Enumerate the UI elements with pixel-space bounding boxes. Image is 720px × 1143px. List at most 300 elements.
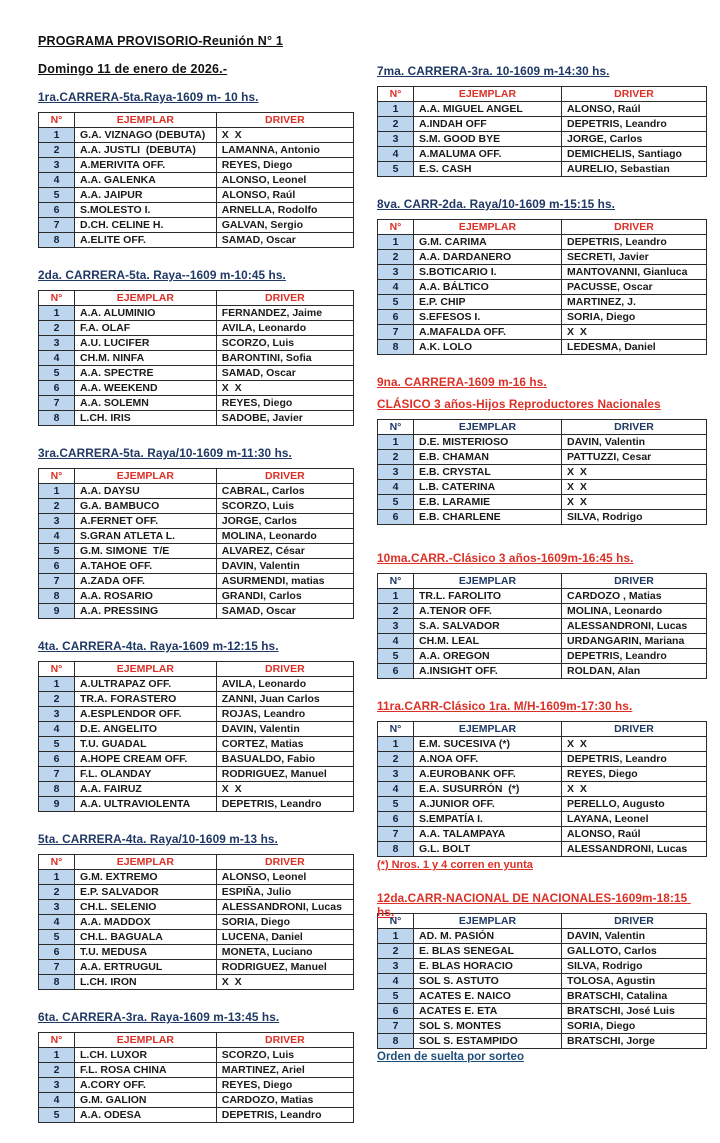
ejemplar-cell: A.A. BÁLTICO <box>414 280 562 295</box>
race-section-5 <box>38 832 354 990</box>
table-row <box>378 664 707 679</box>
driver-cell: SAMAD, Oscar <box>216 233 353 248</box>
table-row <box>378 250 707 265</box>
ejemplar-cell: G.M. SIMONE T/E <box>75 544 217 559</box>
ejemplar-cell: A.ZADA OFF. <box>75 574 217 589</box>
table-row <box>378 752 707 767</box>
ejemplar-cell: A.EUROBANK OFF. <box>414 767 562 782</box>
driver-cell: AURELIO, Sebastian <box>562 162 707 177</box>
table-row <box>378 767 707 782</box>
col-header-number: N° <box>378 722 414 737</box>
driver-cell: X X <box>562 325 707 340</box>
col-header-ejemplar: EJEMPLAR <box>75 469 217 484</box>
driver-cell: ALONSO, Leonel <box>216 173 353 188</box>
table-row <box>378 340 707 355</box>
table-row <box>39 1063 354 1078</box>
row-number-cell: 1 <box>378 435 414 450</box>
table-row <box>378 737 707 752</box>
row-number-cell: 4 <box>378 480 414 495</box>
row-number-cell: 4 <box>39 915 75 930</box>
driver-cell: GALVAN, Sergio <box>216 218 353 233</box>
table-row <box>378 797 707 812</box>
ejemplar-cell: S.GRAN ATLETA L. <box>75 529 217 544</box>
row-number-cell: 1 <box>378 737 414 752</box>
row-number-cell: 4 <box>39 529 75 544</box>
col-header-number: N° <box>39 113 75 128</box>
col-header-driver: DRIVER <box>216 291 353 306</box>
document-title: PROGRAMA PROVISORIO-Reunión N° 1 <box>38 34 283 48</box>
table-row <box>378 842 707 857</box>
driver-cell: SILVA, Rodrigo <box>562 510 707 525</box>
ejemplar-cell: E. BLAS SENEGAL <box>414 944 562 959</box>
row-number-cell: 2 <box>39 885 75 900</box>
row-number-cell: 1 <box>39 306 75 321</box>
driver-cell: MOLINA, Leonardo <box>216 529 353 544</box>
race-section-7 <box>377 64 707 177</box>
table-row <box>378 959 707 974</box>
ejemplar-cell: S.A. SALVADOR <box>414 619 562 634</box>
table-row <box>378 162 707 177</box>
table-row <box>378 589 707 604</box>
col-header-ejemplar: EJEMPLAR <box>414 574 562 589</box>
race-4-title: 4ta. CARRERA-4ta. Raya-1609 m-12:15 hs. <box>38 639 279 653</box>
ejemplar-cell: F.A. OLAF <box>75 321 217 336</box>
row-number-cell: 7 <box>39 574 75 589</box>
table-row <box>378 1034 707 1049</box>
table-row <box>39 559 354 574</box>
ejemplar-cell: A.ULTRAPAZ OFF. <box>75 677 217 692</box>
row-number-cell: 6 <box>378 812 414 827</box>
ejemplar-cell: S.BOTICARIO I. <box>414 265 562 280</box>
row-number-cell: 2 <box>378 752 414 767</box>
ejemplar-cell: E.B. CRYSTAL <box>414 465 562 480</box>
driver-cell: SORIA, Diego <box>562 1019 707 1034</box>
table-row <box>378 435 707 450</box>
col-header-number: N° <box>39 662 75 677</box>
table-row <box>39 544 354 559</box>
row-number-cell: 8 <box>378 1034 414 1049</box>
race-9-table <box>377 419 707 525</box>
table-row <box>378 450 707 465</box>
ejemplar-cell: A.NOA OFF. <box>414 752 562 767</box>
table-row <box>39 336 354 351</box>
row-number-cell: 6 <box>39 203 75 218</box>
driver-cell: ALVAREZ, César <box>216 544 353 559</box>
table-row <box>39 321 354 336</box>
table-row <box>378 102 707 117</box>
row-number-cell: 1 <box>39 870 75 885</box>
driver-cell: ALONSO, Raúl <box>562 827 707 842</box>
ejemplar-cell: ACATES E. ETA <box>414 1004 562 1019</box>
header-row <box>378 220 707 235</box>
table-row <box>378 929 707 944</box>
row-number-cell: 8 <box>39 975 75 990</box>
race-section-12 <box>377 891 707 1063</box>
row-number-cell: 6 <box>39 381 75 396</box>
col-header-driver: DRIVER <box>216 113 353 128</box>
row-number-cell: 3 <box>378 619 414 634</box>
ejemplar-cell: A.INDAH OFF <box>414 117 562 132</box>
driver-cell: X X <box>562 737 707 752</box>
ejemplar-cell: G.M. CARIMA <box>414 235 562 250</box>
race-section-10 <box>377 551 707 679</box>
driver-cell: X X <box>216 975 353 990</box>
table-row <box>378 132 707 147</box>
row-number-cell: 5 <box>378 649 414 664</box>
ejemplar-cell: A.A. JAIPUR <box>75 188 217 203</box>
ejemplar-cell: SOL S. MONTES <box>414 1019 562 1034</box>
row-number-cell: 4 <box>378 280 414 295</box>
ejemplar-cell: S.M. GOOD BYE <box>414 132 562 147</box>
table-row <box>39 782 354 797</box>
ejemplar-cell: F.L. ROSA CHINA <box>75 1063 217 1078</box>
table-row <box>39 188 354 203</box>
ejemplar-cell: A.A. WEEKEND <box>75 381 217 396</box>
driver-cell: DEPETRIS, Leandro <box>562 649 707 664</box>
driver-cell: MOLINA, Leonardo <box>562 604 707 619</box>
ejemplar-cell: AD. M. PASIÓN <box>414 929 562 944</box>
ejemplar-cell: A.A. GALENKA <box>75 173 217 188</box>
ejemplar-cell: E.P. SALVADOR <box>75 885 217 900</box>
table-row <box>39 173 354 188</box>
driver-cell: LUCENA, Daniel <box>216 930 353 945</box>
row-number-cell: 2 <box>378 604 414 619</box>
row-number-cell: 3 <box>378 265 414 280</box>
row-number-cell: 5 <box>378 162 414 177</box>
row-number-cell: 5 <box>39 544 75 559</box>
race-section-3 <box>38 446 354 619</box>
driver-cell: AVILA, Leonardo <box>216 321 353 336</box>
ejemplar-cell: S.EMPATÍA I. <box>414 812 562 827</box>
table-row <box>378 619 707 634</box>
table-row <box>39 366 354 381</box>
driver-cell: DAVIN, Valentin <box>562 929 707 944</box>
row-number-cell: 5 <box>39 930 75 945</box>
driver-cell: CABRAL, Carlos <box>216 484 353 499</box>
race-9-subtitle: CLÁSICO 3 años-Hijos Reproductores Nacionales <box>377 397 661 411</box>
row-number-cell: 6 <box>39 752 75 767</box>
ejemplar-cell: A.A. JUSTLI (DEBUTA) <box>75 143 217 158</box>
row-number-cell: 2 <box>39 692 75 707</box>
header-row <box>378 87 707 102</box>
race-1-title: 1ra.CARRERA-5ta.Raya-1609 m- 10 hs. <box>38 90 259 104</box>
ejemplar-cell: E.M. SUCESIVA (*) <box>414 737 562 752</box>
ejemplar-cell: L.CH. IRIS <box>75 411 217 426</box>
table-row <box>39 128 354 143</box>
row-number-cell: 5 <box>39 737 75 752</box>
row-number-cell: 3 <box>378 767 414 782</box>
ejemplar-cell: TR.A. FORASTERO <box>75 692 217 707</box>
ejemplar-cell: A.INSIGHT OFF. <box>414 664 562 679</box>
driver-cell: BRATSCHI, Catalina <box>562 989 707 1004</box>
row-number-cell: 5 <box>378 989 414 1004</box>
table-row <box>378 649 707 664</box>
race-8-title: 8va. CARR-2da. Raya/10-1609 m-15:15 hs. <box>377 197 615 211</box>
col-header-driver: DRIVER <box>562 220 707 235</box>
ejemplar-cell: T.U. MEDUSA <box>75 945 217 960</box>
row-number-cell: 3 <box>39 514 75 529</box>
ejemplar-cell: G.L. BOLT <box>414 842 562 857</box>
row-number-cell: 7 <box>378 1019 414 1034</box>
driver-cell: X X <box>562 495 707 510</box>
row-number-cell: 1 <box>378 589 414 604</box>
driver-cell: LAYANA, Leonel <box>562 812 707 827</box>
header-row <box>378 914 707 929</box>
row-number-cell: 8 <box>378 340 414 355</box>
table-row <box>39 411 354 426</box>
driver-cell: SCORZO, Luis <box>216 336 353 351</box>
ejemplar-cell: A.A. SOLEMN <box>75 396 217 411</box>
ejemplar-cell: CH.M. LEAL <box>414 634 562 649</box>
ejemplar-cell: A.A. PRESSING <box>75 604 217 619</box>
row-number-cell: 8 <box>378 842 414 857</box>
table-row <box>378 989 707 1004</box>
table-row <box>378 295 707 310</box>
ejemplar-cell: E. BLAS HORACIO <box>414 959 562 974</box>
ejemplar-cell: G.A. VIZNAGO (DEBUTA) <box>75 128 217 143</box>
driver-cell: MANTOVANNI, Gianluca <box>562 265 707 280</box>
table-row <box>39 396 354 411</box>
col-header-number: N° <box>39 469 75 484</box>
driver-cell: SECRETI, Javier <box>562 250 707 265</box>
table-row <box>39 767 354 782</box>
table-row <box>39 306 354 321</box>
table-row <box>378 974 707 989</box>
ejemplar-cell: E.B. CHAMAN <box>414 450 562 465</box>
race-12-title: 12da.CARR-NACIONAL DE NACIONALES-1609m-18:15 hs. <box>377 891 691 919</box>
row-number-cell: 9 <box>39 604 75 619</box>
ejemplar-cell: A.CORY OFF. <box>75 1078 217 1093</box>
header-row <box>39 662 354 677</box>
driver-cell: BRATSCHI, Jorge <box>562 1034 707 1049</box>
col-header-ejemplar: EJEMPLAR <box>414 420 562 435</box>
race-3-table <box>38 468 354 619</box>
race-section-8 <box>377 197 707 355</box>
ejemplar-cell: CH.L. SELENIO <box>75 900 217 915</box>
row-number-cell: 5 <box>39 188 75 203</box>
driver-cell: ALONSO, Raúl <box>216 188 353 203</box>
race-11-footnote: (*) Nros. 1 y 4 corren en yunta <box>377 859 533 871</box>
row-number-cell: 7 <box>39 396 75 411</box>
ejemplar-cell: A.U. LUCIFER <box>75 336 217 351</box>
row-number-cell: 4 <box>39 722 75 737</box>
row-number-cell: 6 <box>39 945 75 960</box>
ejemplar-cell: L.CH. IRON <box>75 975 217 990</box>
race-11-title: 11ra.CARR-Clásico 1ra. M/H-1609m-17:30 hs. <box>377 699 633 713</box>
driver-cell: GALLOTO, Carlos <box>562 944 707 959</box>
ejemplar-cell: SOL S. ASTUTO <box>414 974 562 989</box>
ejemplar-cell: D.E. ANGELITO <box>75 722 217 737</box>
table-row <box>39 604 354 619</box>
row-number-cell: 5 <box>378 797 414 812</box>
ejemplar-cell: A.A. MADDOX <box>75 915 217 930</box>
ejemplar-cell: T.U. GUADAL <box>75 737 217 752</box>
ejemplar-cell: ACATES E. NAICO <box>414 989 562 1004</box>
driver-cell: ROJAS, Leandro <box>216 707 353 722</box>
col-header-ejemplar: EJEMPLAR <box>75 113 217 128</box>
table-row <box>39 158 354 173</box>
table-row <box>378 310 707 325</box>
ejemplar-cell: A.A. MIGUEL ANGEL <box>414 102 562 117</box>
table-row <box>378 280 707 295</box>
row-number-cell: 6 <box>378 664 414 679</box>
row-number-cell: 6 <box>378 510 414 525</box>
driver-cell: GRANDI, Carlos <box>216 589 353 604</box>
ejemplar-cell: SOL S. ESTAMPIDO <box>414 1034 562 1049</box>
ejemplar-cell: D.E. MISTERIOSO <box>414 435 562 450</box>
table-row <box>378 325 707 340</box>
ejemplar-cell: F.L. OLANDAY <box>75 767 217 782</box>
ejemplar-cell: E.S. CASH <box>414 162 562 177</box>
driver-cell: DEPETRIS, Leandro <box>216 797 353 812</box>
driver-cell: ALESSANDRONI, Lucas <box>562 619 707 634</box>
table-row <box>39 945 354 960</box>
driver-cell: LAMANNA, Antonio <box>216 143 353 158</box>
row-number-cell: 4 <box>378 974 414 989</box>
driver-cell: X X <box>216 128 353 143</box>
driver-cell: SCORZO, Luis <box>216 1048 353 1063</box>
ejemplar-cell: L.B. CATERINA <box>414 480 562 495</box>
ejemplar-cell: A.ESPLENDOR OFF. <box>75 707 217 722</box>
table-row <box>378 495 707 510</box>
driver-cell: PERELLO, Augusto <box>562 797 707 812</box>
driver-cell: MARTINEZ, J. <box>562 295 707 310</box>
table-row <box>39 885 354 900</box>
col-header-ejemplar: EJEMPLAR <box>414 914 562 929</box>
col-header-number: N° <box>39 1033 75 1048</box>
col-header-number: N° <box>378 914 414 929</box>
ejemplar-cell: A.A. ODESA <box>75 1108 217 1123</box>
col-header-driver: DRIVER <box>562 574 707 589</box>
driver-cell: URDANGARIN, Mariana <box>562 634 707 649</box>
row-number-cell: 8 <box>39 233 75 248</box>
race-section-1 <box>38 90 354 248</box>
row-number-cell: 7 <box>39 960 75 975</box>
race-section-2 <box>38 268 354 426</box>
table-row <box>39 1108 354 1123</box>
race-6-table <box>38 1032 354 1123</box>
header-row <box>39 113 354 128</box>
table-row <box>39 589 354 604</box>
ejemplar-cell: A.JUNIOR OFF. <box>414 797 562 812</box>
table-row <box>39 737 354 752</box>
row-number-cell: 2 <box>378 117 414 132</box>
row-number-cell: 9 <box>39 797 75 812</box>
ejemplar-cell: E.B. LARAMIE <box>414 495 562 510</box>
driver-cell: CARDOZO, Matias <box>216 1093 353 1108</box>
table-row <box>39 915 354 930</box>
row-number-cell: 1 <box>39 1048 75 1063</box>
driver-cell: ROLDAN, Alan <box>562 664 707 679</box>
driver-cell: ALESSANDRONI, Lucas <box>216 900 353 915</box>
driver-cell: SORIA, Diego <box>216 915 353 930</box>
driver-cell: JORGE, Carlos <box>562 132 707 147</box>
driver-cell: PACUSSE, Oscar <box>562 280 707 295</box>
table-row <box>39 692 354 707</box>
table-row <box>378 117 707 132</box>
table-row <box>39 233 354 248</box>
table-row <box>39 1048 354 1063</box>
row-number-cell: 3 <box>39 1078 75 1093</box>
ejemplar-cell: CH.L. BAGUALA <box>75 930 217 945</box>
driver-cell: BARONTINI, Sofia <box>216 351 353 366</box>
driver-cell: CARDOZO , Matias <box>562 589 707 604</box>
header-row <box>39 855 354 870</box>
driver-cell: MARTINEZ, Ariel <box>216 1063 353 1078</box>
table-row <box>378 812 707 827</box>
col-header-driver: DRIVER <box>216 469 353 484</box>
race-8-table <box>377 219 707 355</box>
row-number-cell: 3 <box>378 959 414 974</box>
driver-cell: JORGE, Carlos <box>216 514 353 529</box>
driver-cell: SADOBE, Javier <box>216 411 353 426</box>
row-number-cell: 7 <box>39 767 75 782</box>
ejemplar-cell: E.P. CHIP <box>414 295 562 310</box>
col-header-driver: DRIVER <box>216 855 353 870</box>
table-row <box>39 975 354 990</box>
driver-cell: X X <box>562 465 707 480</box>
right-column <box>377 0 707 1083</box>
col-header-driver: DRIVER <box>216 1033 353 1048</box>
row-number-cell: 5 <box>378 495 414 510</box>
table-row <box>378 1004 707 1019</box>
ejemplar-cell: S.MOLESTO I. <box>75 203 217 218</box>
table-row <box>39 677 354 692</box>
row-number-cell: 2 <box>39 499 75 514</box>
ejemplar-cell: A.A. ULTRAVIOLENTA <box>75 797 217 812</box>
driver-cell: FERNANDEZ, Jaime <box>216 306 353 321</box>
table-row <box>39 960 354 975</box>
col-header-driver: DRIVER <box>562 914 707 929</box>
driver-cell: MONETA, Luciano <box>216 945 353 960</box>
driver-cell: SAMAD, Oscar <box>216 604 353 619</box>
driver-cell: DEMICHELIS, Santiago <box>562 147 707 162</box>
driver-cell: BRATSCHI, José Luis <box>562 1004 707 1019</box>
ejemplar-cell: G.M. EXTREMO <box>75 870 217 885</box>
ejemplar-cell: S.EFESOS I. <box>414 310 562 325</box>
table-row <box>39 514 354 529</box>
row-number-cell: 5 <box>39 1108 75 1123</box>
ejemplar-cell: G.A. BAMBUCO <box>75 499 217 514</box>
ejemplar-cell: A.MERIVITA OFF. <box>75 158 217 173</box>
col-header-ejemplar: EJEMPLAR <box>75 1033 217 1048</box>
driver-cell: REYES, Diego <box>216 396 353 411</box>
col-header-driver: DRIVER <box>562 420 707 435</box>
row-number-cell: 1 <box>39 484 75 499</box>
col-header-number: N° <box>378 574 414 589</box>
driver-cell: X X <box>216 782 353 797</box>
header-row <box>378 420 707 435</box>
row-number-cell: 4 <box>39 1093 75 1108</box>
col-header-number: N° <box>39 291 75 306</box>
driver-cell: SORIA, Diego <box>562 310 707 325</box>
driver-cell: DAVIN, Valentin <box>216 559 353 574</box>
driver-cell: DEPETRIS, Leandro <box>216 1108 353 1123</box>
row-number-cell: 1 <box>39 677 75 692</box>
ejemplar-cell: A.A. DAYSU <box>75 484 217 499</box>
header-row <box>378 574 707 589</box>
table-row <box>39 143 354 158</box>
table-row <box>378 147 707 162</box>
race-2-table <box>38 290 354 426</box>
row-number-cell: 3 <box>39 707 75 722</box>
driver-cell: REYES, Diego <box>216 158 353 173</box>
ejemplar-cell: A.TENOR OFF. <box>414 604 562 619</box>
driver-cell: DEPETRIS, Leandro <box>562 235 707 250</box>
driver-cell: ZANNI, Juan Carlos <box>216 692 353 707</box>
driver-cell: SCORZO, Luis <box>216 499 353 514</box>
race-11-table <box>377 721 707 857</box>
